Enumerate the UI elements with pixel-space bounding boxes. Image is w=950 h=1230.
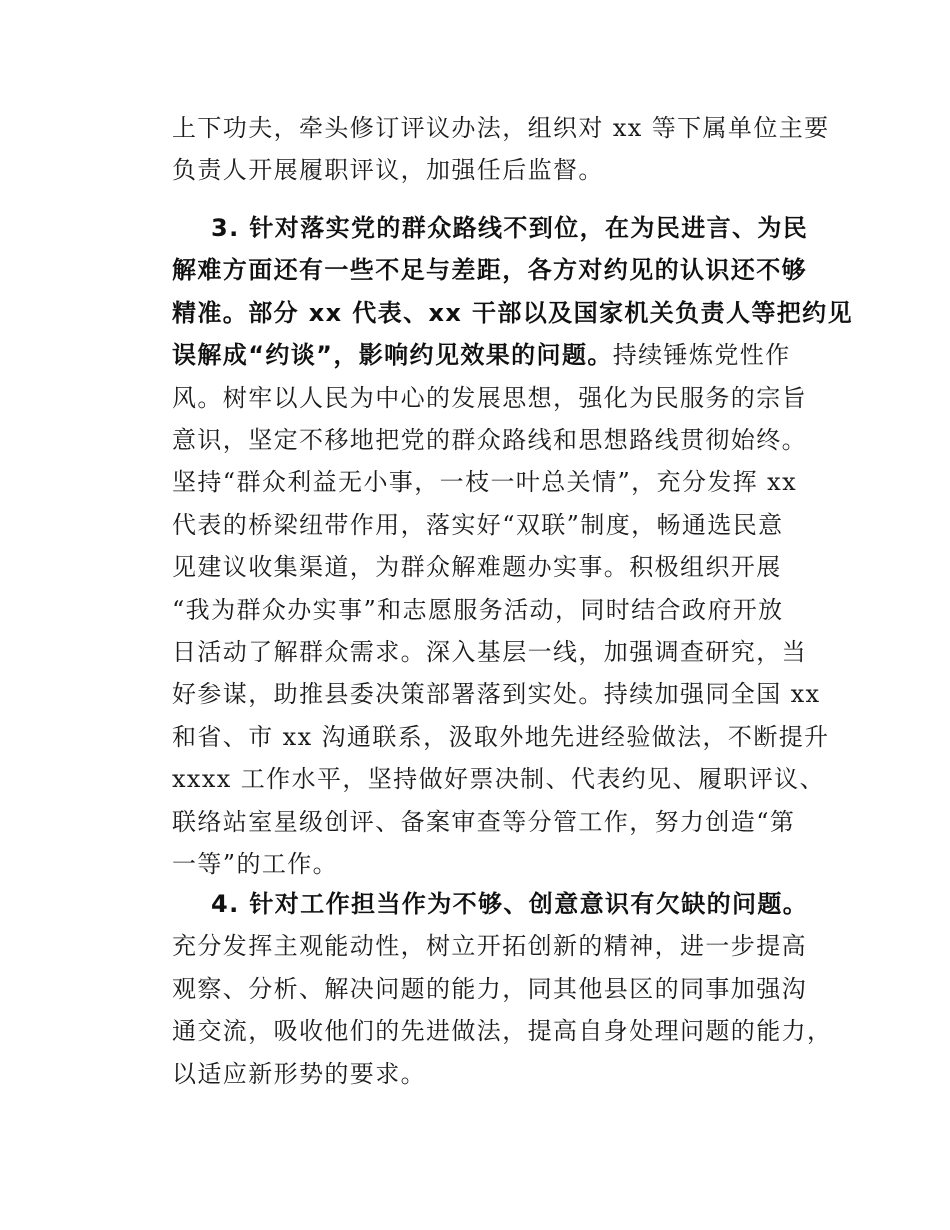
text-line: 充分发挥主观能动性，树立开拓创新的精神，进一步提高	[172, 932, 807, 961]
text-line: 联络站室星级创评、备案审查等分管工作，努力创造“第	[172, 807, 796, 836]
section-heading-line: 精准。部分 xx 代表、xx 干部以及国家机关负责人等把约见	[172, 298, 853, 327]
section-heading-line: 3. 针对落实党的群众路线不到位，在为民进言、为民	[172, 214, 809, 242]
text-line: 上下功夫，牵头修订评议办法，组织对 xx 等下属单位主要	[172, 114, 830, 142]
text-line: xxxx 工作水平，坚持做好票决制、代表约见、履职评议、	[172, 765, 825, 794]
paragraph-continuation	[172, 107, 830, 192]
text-line: 负责人开展履职评议，加强任后监督。	[172, 156, 604, 185]
text-line: 好参谋，助推县委决策部署落到实处。持续加强同全国 xx	[172, 680, 821, 709]
section-heading-line: 解难方面还有一些不足与差距，各方对约见的认识还不够	[172, 256, 807, 285]
text-line: 日活动了解群众需求。深入基层一线，加强调查研究，当	[172, 638, 807, 667]
section-heading-end: 误解成“约谈”，影响约见效果的问题。	[172, 341, 613, 370]
text-line: 代表的桥梁纽带作用，落实好“双联”制度，畅通选民意	[172, 510, 784, 539]
text-line: 观察、分析、解决问题的能力，同其他县区的同事加强沟	[172, 974, 807, 1003]
section-heading-line: 4. 针对工作担当作为不够、创意意识有欠缺的问题。	[172, 890, 809, 918]
text-line: 坚持“群众利益无小事，一枝一叶总关情”，充分发挥 xx	[172, 468, 798, 497]
mixed-line	[172, 334, 812, 376]
text-line: 风。树牢以人民为中心的发展思想，强化为民服务的宗旨	[172, 383, 807, 412]
text-line: 一等”的工作。	[172, 850, 339, 879]
text-line: 以适应新形势的要求。	[172, 1059, 426, 1088]
text-line: 通交流，吸收他们的先进做法，提高自身处理问题的能力，	[172, 1017, 833, 1046]
body-text-start: 持续锤炼党性作	[612, 341, 791, 370]
text-line: 意识，坚定不移地把党的群众路线和思想路线贯彻始终。	[172, 426, 807, 455]
paragraph-section-3	[172, 207, 853, 886]
text-line: 和省、市 xx 沟通联系，汲取外地先进经验做法，不断提升	[172, 722, 830, 751]
text-line: “我为群众办实事”和志愿服务活动，同时结合政府开放	[172, 595, 784, 624]
paragraph-section-4	[172, 883, 833, 1095]
text-line: 见建议收集渠道，为群众解难题办实事。积极组织开展	[172, 553, 782, 582]
